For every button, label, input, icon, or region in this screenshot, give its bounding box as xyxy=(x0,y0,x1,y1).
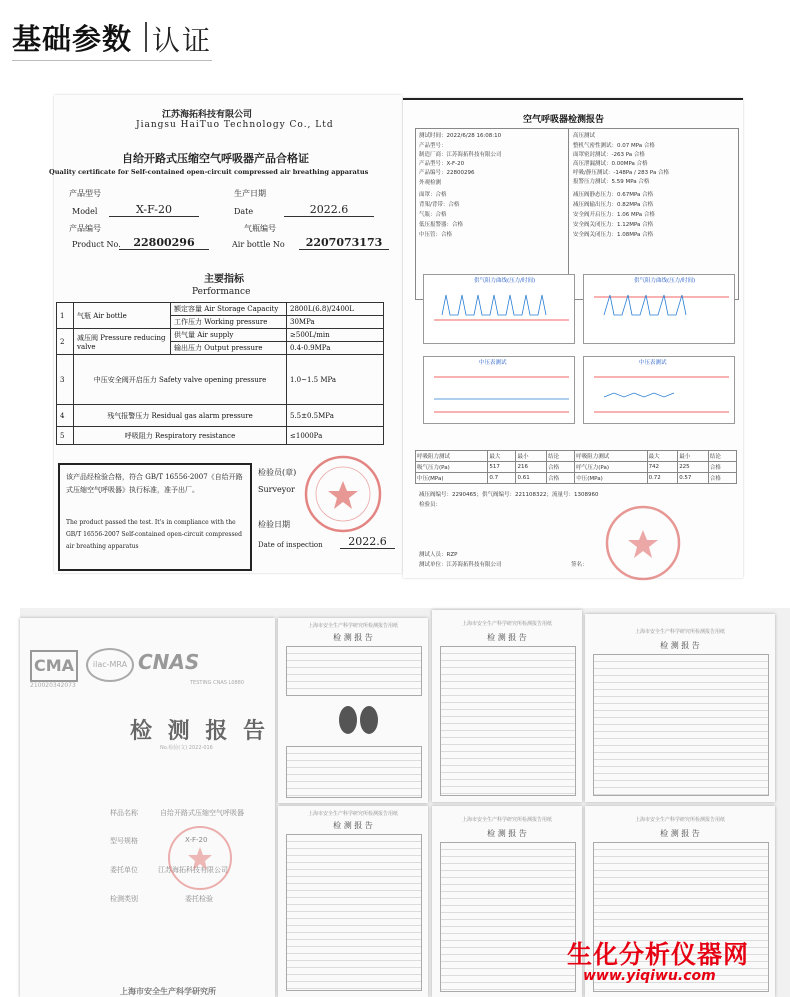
right-col-10: 安全阀关闭压力：1.08MPa 合格 xyxy=(573,232,654,238)
page3-table xyxy=(593,654,769,796)
cert-company-cn: 江苏海拓科技有限公司 xyxy=(162,110,253,120)
row-3-item: 中压安全阀开启压力 Safety valve opening pressure xyxy=(74,355,287,405)
inspector-label: 检验员： xyxy=(419,502,442,508)
resistance-result-table xyxy=(415,450,737,484)
r1-0: 吸气压力(Pa) xyxy=(416,462,488,473)
cnas-code: TESTING CNAS L0880 xyxy=(190,680,245,686)
row-1-sub1: 额定容量 Air Storage Capacity xyxy=(171,303,287,316)
surveyor-label-cn: 检验员(章) xyxy=(258,468,297,477)
manufacturer: 制造厂商：江苏海拓科技有限公司 xyxy=(419,152,502,158)
right-col-2: 面罩密封测试：-263 Pa 合格 xyxy=(573,152,645,158)
row-4-num: 4 xyxy=(57,405,74,427)
row-2-val2: 0.4-0.9MPa xyxy=(287,342,384,355)
medium-pressure-chart-right xyxy=(583,356,735,424)
inspection-date-value: 2022.6 xyxy=(340,535,395,549)
right-col-4: 呼吸/静压测试：-148Pa / 283 Pa 合格 xyxy=(573,170,670,176)
row-1-num: 1 xyxy=(57,303,74,329)
report-remarks: 减压阀编号：2290465；供气阀编号：221108322；流量号：1308960 xyxy=(419,492,599,498)
tester: 测试人员：RZP xyxy=(419,552,458,558)
cma-logo: CMA xyxy=(30,650,78,682)
product-no-label-en: Product No. xyxy=(72,240,121,249)
field-value-3: 委托检验 xyxy=(185,895,213,903)
medium-pressure-chart-left xyxy=(423,356,575,424)
right-col-9: 安全阀关闭压力：1.12MPa 合格 xyxy=(573,222,654,228)
cma-code: 210020342073 xyxy=(30,682,76,689)
field-value-1: X-F-20 xyxy=(185,836,208,844)
section-3: 气瓶：合格 xyxy=(419,212,447,218)
r1-1: 517 xyxy=(488,462,516,473)
photo-page-table xyxy=(286,646,422,696)
page5-header: 上海市安全生产科学研究所检测报告用纸 xyxy=(461,817,552,823)
row-3-val: 1.0~1.5 MPa xyxy=(287,355,384,405)
bottle-no-label-en: Air bottle No xyxy=(232,240,285,249)
report-data-page-3 xyxy=(585,614,775,802)
section-4: 低压报警器：合格 xyxy=(419,222,464,228)
report-title: 空气呼吸器检测报告 xyxy=(523,115,605,125)
right-col-3: 高压泄漏测试：0.00MPa 合格 xyxy=(573,161,648,167)
respirator-photo-icon xyxy=(333,702,383,742)
report-top-rule xyxy=(403,98,743,100)
r2-4: 中压(MPa) xyxy=(575,473,647,484)
test-time: 测试时间：2022/6/28 16:08:10 xyxy=(419,133,502,139)
cover-seal-icon xyxy=(165,823,235,893)
row-1-item: 气瓶 Air bottle xyxy=(74,303,171,329)
product-no-value: 22800296 xyxy=(119,236,209,250)
row-2-sub1: 供气量 Air supply xyxy=(171,329,287,342)
photo-page-title: 检 测 报 告 xyxy=(333,633,373,642)
field-value-2: 江苏海拓科技有限公司 xyxy=(158,866,228,874)
date-label-cn: 生产日期 xyxy=(234,189,266,198)
photo-page-notes xyxy=(286,746,422,798)
bottle-no-label-cn: 气瓶编号 xyxy=(244,224,276,233)
r2-1: 0.7 xyxy=(488,473,516,484)
site-watermark: 生化分析仪器网 xyxy=(567,940,750,969)
r1-5: 742 xyxy=(647,462,678,473)
report-cover-page xyxy=(20,618,275,997)
page-header xyxy=(0,0,790,62)
page3-title: 检 测 报 告 xyxy=(660,641,700,650)
field-label-0: 样品名称 xyxy=(110,809,138,817)
inspection-date-label-cn: 检验日期 xyxy=(258,520,290,529)
bottle-no-value: 2207073173 xyxy=(299,236,389,250)
page6-title: 检 测 报 告 xyxy=(660,829,700,838)
right-col-8: 安全阀开启压力：1.06 MPa 合格 xyxy=(573,212,655,218)
r2-3: 合格 xyxy=(547,473,575,484)
photo-page-header: 上海市安全生产科学研究所检测报告用纸 xyxy=(307,623,398,629)
r1-2: 216 xyxy=(516,462,547,473)
th-3: 结论 xyxy=(547,451,575,462)
right-col-7: 减压阀输出压力：0.82MPa 合格 xyxy=(573,202,654,208)
r2-7: 合格 xyxy=(708,473,736,484)
row-2-sub2: 输出压力 Output pressure xyxy=(171,342,287,355)
cert-company-en: Jiangsu HaiTuo Technology Co., Ltd xyxy=(136,120,334,130)
company-seal-icon xyxy=(302,453,384,535)
model-label-cn: 产品型号 xyxy=(69,189,101,198)
product-no-label-cn: 产品编号 xyxy=(69,224,101,233)
model-value: X-F-20 xyxy=(109,203,199,217)
th-4: 呼吸阻力测试 xyxy=(575,451,647,462)
date-label-en: Date xyxy=(234,207,254,216)
statement-cn: 该产品经检验合格，符合 GB/T 16556-2007《自给开路式压缩空气呼吸器》执行标准，准予出厂。 xyxy=(66,473,243,494)
row-4-item: 残气报警压力 Residual gas alarm pressure xyxy=(74,405,287,427)
row-1-val2: 30MPa xyxy=(287,316,384,329)
row-3-num: 3 xyxy=(57,355,74,405)
report-seal-icon xyxy=(603,503,683,583)
compliance-box xyxy=(58,463,252,571)
row-5-item: 呼吸阻力 Respiratory resistance xyxy=(74,427,287,445)
chart-title-3: 中压表测试 xyxy=(639,360,667,366)
r1-3: 合格 xyxy=(547,462,575,473)
cnas-logo: CNAS xyxy=(138,650,200,674)
statement-en: The product passed the test. It's in compliance with the GB/T 16556-2007 Self-contained open-circuit compressed air breathing apparatus xyxy=(66,519,242,550)
r1-7: 合格 xyxy=(708,462,736,473)
th-5: 最大 xyxy=(647,451,678,462)
supply-resistance-chart-right xyxy=(583,274,735,344)
field-label-2: 委托单位 xyxy=(110,866,138,874)
site-watermark-url: www.yiqiwu.com xyxy=(583,968,716,984)
row-2-item: 减压阀 Pressure reducing valve xyxy=(74,329,171,355)
inspection-date-label-en: Date of inspection xyxy=(258,541,323,549)
cover-report-no: No.检验(文) 2022-016 xyxy=(160,745,213,751)
header-underline xyxy=(12,60,212,61)
page-subtitle: 认证 xyxy=(152,24,213,57)
th-1: 最大 xyxy=(488,451,516,462)
th-0: 呼吸阻力测试 xyxy=(416,451,488,462)
cert-title-en: Quality certificate for Self-contained open-circuit compressed air breathing apparatus xyxy=(49,168,369,176)
section-5: 中压管：合格 xyxy=(419,232,453,238)
row-1-val1: 2800L(6.8)/2400L xyxy=(287,303,384,316)
page2-header: 上海市安全生产科学研究所检测报告用纸 xyxy=(461,621,552,627)
right-col-6: 减压阀静态压力：0.67MPa 合格 xyxy=(573,192,654,198)
surveyor-label-en: Surveyor xyxy=(258,485,295,494)
perf-title-en: Performance xyxy=(192,287,251,297)
th-2: 最小 xyxy=(516,451,547,462)
institute-name: 上海市安全生产科学研究所 xyxy=(120,987,216,996)
page4-table xyxy=(286,834,422,991)
field-label-3: 检测类别 xyxy=(110,895,138,903)
page6-header: 上海市安全生产科学研究所检测报告用纸 xyxy=(634,817,725,823)
field-value-0: 自给开路式压缩空气呼吸器 xyxy=(160,809,244,817)
perf-title-cn: 主要指标 xyxy=(204,274,244,285)
row-4-val: 5.5±0.5MPa xyxy=(287,405,384,427)
page4-title: 检 测 报 告 xyxy=(333,821,373,830)
respirator-test-report xyxy=(403,98,743,578)
page4-header: 上海市安全生产科学研究所检测报告用纸 xyxy=(307,811,398,817)
report-col-divider xyxy=(568,128,569,298)
report-photo-page xyxy=(278,618,428,803)
report-data-page-4 xyxy=(278,806,428,997)
r2-2: 0.61 xyxy=(516,473,547,484)
report-data-page-5 xyxy=(432,806,582,997)
chart-title-2: 中压表测试 xyxy=(479,360,507,366)
section-0: 外观检测 xyxy=(419,180,442,186)
cert-title-cn: 自给开路式压缩空气呼吸器产品合格证 xyxy=(122,152,309,165)
right-col-0: 高压测试 xyxy=(573,133,596,139)
th-7: 结论 xyxy=(708,451,736,462)
section-2: 背架/背带：合格 xyxy=(419,202,460,208)
field-label-1: 型号规格 xyxy=(110,837,138,845)
th-6: 最小 xyxy=(678,451,709,462)
report-data-page-2 xyxy=(432,610,582,802)
row-5-num: 5 xyxy=(57,427,74,445)
page2-title: 检 测 报 告 xyxy=(487,633,527,642)
sign-label: 签名： xyxy=(571,562,588,568)
r2-5: 0.72 xyxy=(647,473,678,484)
ilac-logo: ilac-MRA xyxy=(86,648,134,682)
r1-6: 225 xyxy=(678,462,709,473)
page3-header: 上海市安全生产科学研究所检测报告用纸 xyxy=(634,629,725,635)
product-no: 产品编号：22800296 xyxy=(419,170,475,176)
r2-0: 中压(MPa) xyxy=(416,473,488,484)
row-1-sub2: 工作压力 Working pressure xyxy=(171,316,287,329)
page-title: 基础参数 xyxy=(12,22,133,56)
model: 产品型号：X-F-20 xyxy=(419,161,465,167)
title-divider xyxy=(145,22,147,52)
quality-certificate xyxy=(49,95,402,573)
chart-title-0: 供气阻力曲线(压力/时间) xyxy=(474,278,536,284)
product-type-label: 产品型号： xyxy=(419,143,447,149)
model-label-en: Model xyxy=(72,207,98,216)
row-5-val: ≤1000Pa xyxy=(287,427,384,445)
page5-table xyxy=(440,842,576,992)
section-1: 面罩：合格 xyxy=(419,192,447,198)
page5-title: 检 测 报 告 xyxy=(487,829,527,838)
chart-title-1: 供气阻力曲线(压力/时间) xyxy=(634,278,696,284)
r1-4: 呼气压力(Pa) xyxy=(575,462,647,473)
supply-resistance-chart-left xyxy=(423,274,575,344)
r2-6: 0.57 xyxy=(678,473,709,484)
performance-table xyxy=(56,302,384,445)
right-col-5: 报警压力测试：5.59 MPa 合格 xyxy=(573,179,650,185)
date-value: 2022.6 xyxy=(284,203,374,217)
cover-report-title: 检 测 报 告 xyxy=(130,719,269,744)
row-2-num: 2 xyxy=(57,329,74,355)
test-company: 测试单位：江苏海拓科技有限公司 xyxy=(419,562,502,568)
page2-table xyxy=(440,646,576,796)
row-2-val1: ≥500L/min xyxy=(287,329,384,342)
right-col-1: 整机气密性测试：0.07 MPa 合格 xyxy=(573,143,655,149)
